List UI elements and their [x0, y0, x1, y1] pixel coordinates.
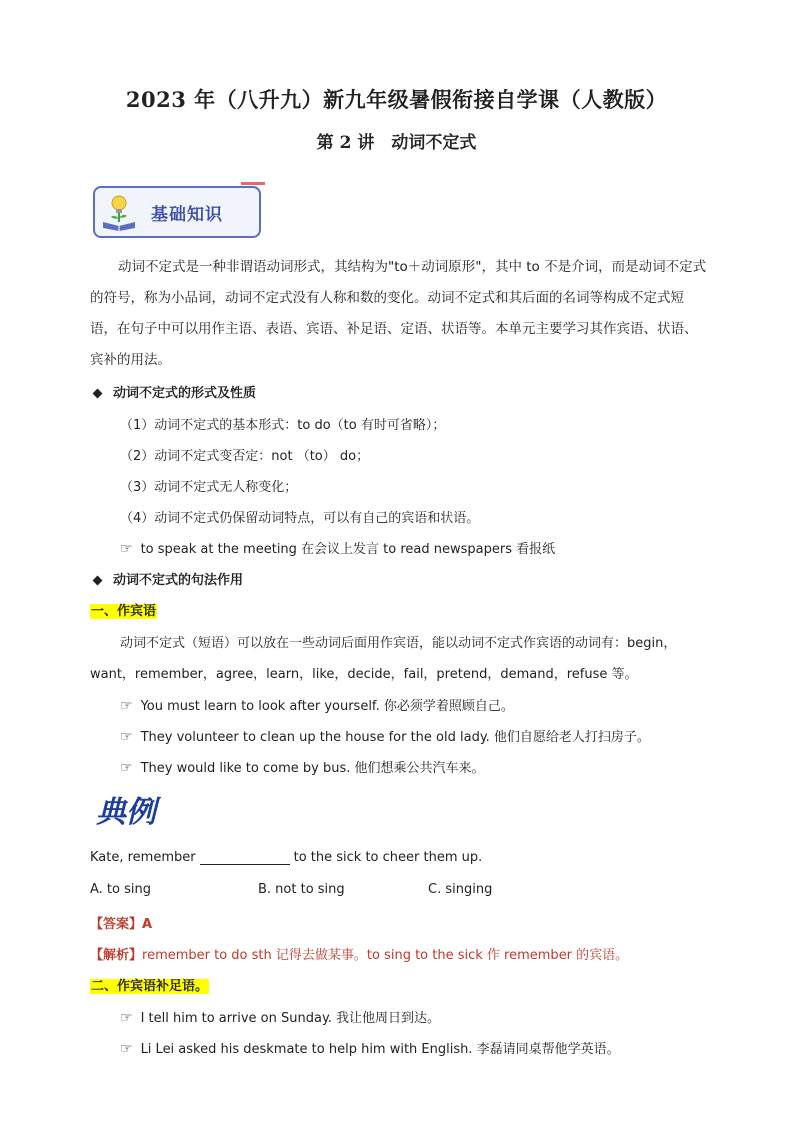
typical-question: Kate, remember to the sick to cheer them up. — [90, 850, 483, 865]
form-item-4: （4）动词不定式仍保留动词特点，可以有自己的宾语和状语。 — [120, 511, 480, 526]
page-title: 2023 年（八升九）新九年级暑假衔接自学课（人教版） — [125, 87, 668, 112]
part2-example-2: ☞ Li Lei asked his deskmate to help him with English. 李磊请同桌帮他学英语。 — [120, 1041, 620, 1057]
diamond-bullet-icon — [93, 389, 103, 399]
section2-heading: 动词不定式的句法作用 — [94, 569, 243, 588]
form-example: ☞ to speak at the meeting 在会议上发言 to read newspapers 看报纸 — [120, 541, 556, 557]
section1-heading: 动词不定式的形式及性质 — [94, 382, 256, 401]
pointing-hand-icon: ☞ — [120, 729, 133, 745]
part1-desc-line2: want，remember，agree，learn，like，decide，fail，pretend，demand，refuse 等。 — [90, 667, 638, 682]
form-item-3: （3）动词不定式无人称变化； — [120, 480, 298, 495]
option-b: B. not to sing — [258, 882, 345, 897]
part2-label: 二、作宾语补足语。 — [91, 979, 209, 994]
form-item-2: （2）动词不定式变否定：not （to） do； — [120, 449, 370, 464]
pointing-hand-icon: ☞ — [120, 541, 133, 557]
answer-blank — [200, 850, 290, 865]
intro-paragraph: 动词不定式是一种非谓语动词形式，其结构为"to＋动词原形"，其中 to 不是介词，而是动词不定式的符号，称为小品词，动词不定式没有人称和数的变化。动词不定式和其后面的名词等构成不定式短语，在句子中可以用作主语、表语、宾语、补足语、定语、状语等。本单元主要学习其作宾语、状语、宾补的用法。 — [90, 259, 707, 368]
pointing-hand-icon: ☞ — [120, 1041, 133, 1057]
typical-example-logo — [94, 790, 174, 830]
diamond-bullet-icon — [93, 576, 103, 586]
pointing-hand-icon: ☞ — [120, 698, 133, 714]
banner-decoration — [241, 182, 265, 195]
part1-example-1: ☞ You must learn to look after yourself. 你必须学着照顾自己。 — [120, 698, 514, 714]
option-c: C. singing — [428, 882, 493, 897]
part2-example-1: ☞ I tell him to arrive on Sunday. 我让他周日到达。 — [120, 1010, 441, 1026]
option-a: A. to sing — [90, 882, 151, 897]
analysis-line: 【解析】remember to do sth 记得去做某事。to sing to the sick 作 remember 的宾语。 — [90, 948, 629, 963]
lightbulb-book-icon — [99, 192, 139, 232]
part1-example-2: ☞ They volunteer to clean up the house for the old lady. 他们自愿给老人打扫房子。 — [120, 729, 650, 745]
form-item-1: （1）动词不定式的基本形式：to do（to 有时可省略）； — [120, 418, 446, 433]
svg-text:典例: 典例 — [96, 795, 156, 830]
pointing-hand-icon: ☞ — [120, 1010, 133, 1026]
banner-label: 基础知识 — [151, 205, 223, 225]
answer-line: 【答案】A — [90, 917, 153, 932]
part1-label: 一、作宾语 — [91, 604, 157, 619]
part1-example-3: ☞ They would like to come by bus. 他们想乘公共汽车来。 — [120, 760, 485, 776]
pointing-hand-icon: ☞ — [120, 760, 133, 776]
section-banner — [93, 186, 261, 238]
lesson-subtitle: 第 2 讲 动词不定式 — [316, 133, 477, 153]
part1-desc-line1: 动词不定式（短语）可以放在一些动词后面用作宾语，能以动词不定式作宾语的动词有：begin， — [120, 636, 677, 651]
